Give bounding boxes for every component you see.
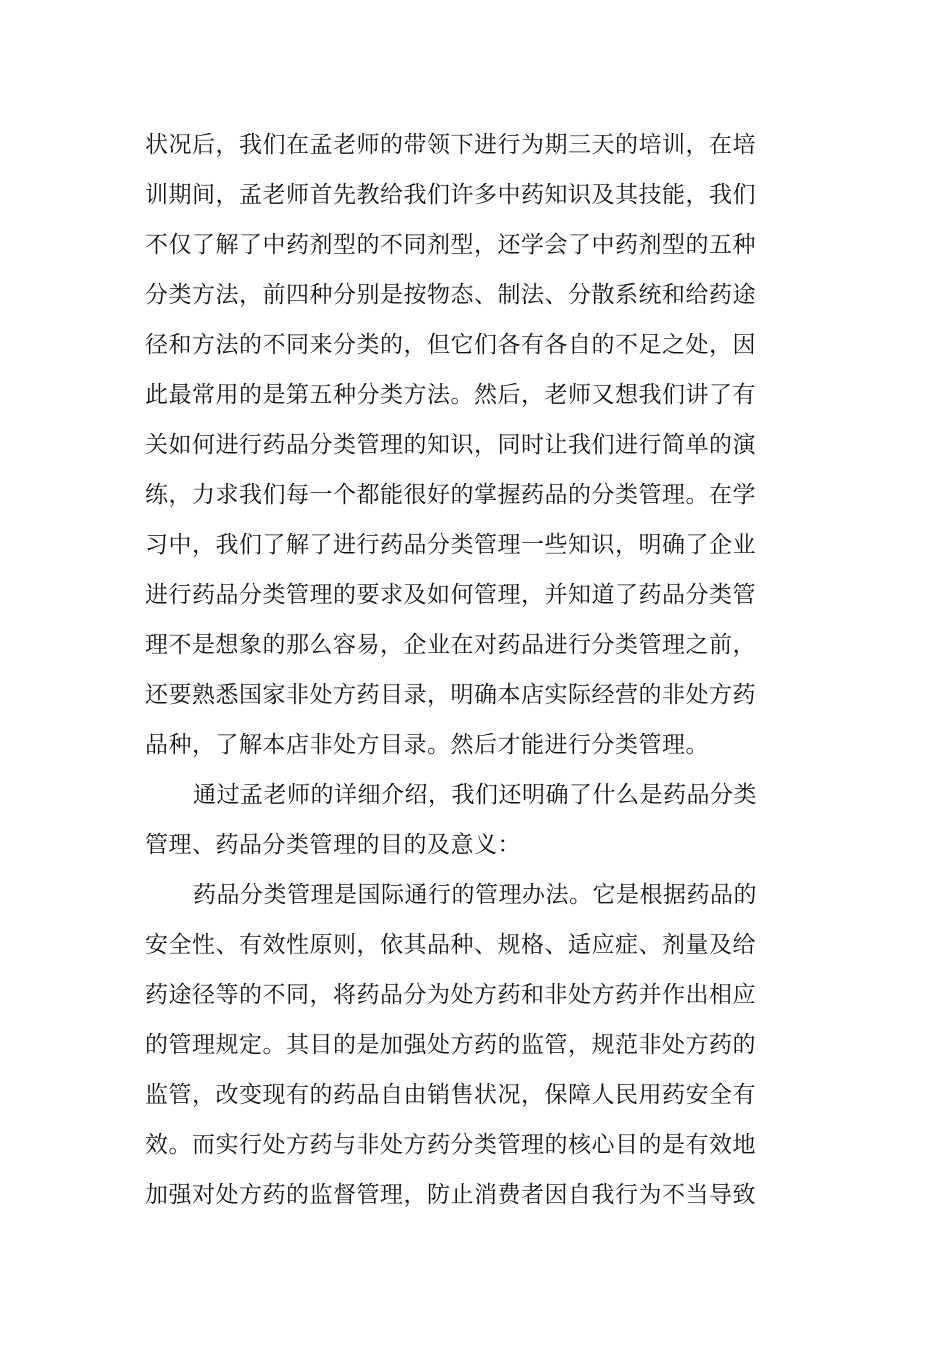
text-line: 训期间，孟老师首先教给我们许多中药知识及其技能，我们 (145, 182, 756, 208)
text-line: 练，力求我们每一个都能很好的掌握药品的分类管理。在学 (145, 482, 756, 508)
text-line: 此最常用的是第五种分类方法。然后，老师又想我们讲了有 (145, 382, 756, 408)
document-page (145, 120, 757, 1220)
text-line: 状况后，我们在孟老师的带领下进行为期三天的培训，在培 (145, 132, 756, 158)
text-line: 分类方法，前四种分别是按物态、制法、分散系统和给药途 (145, 282, 756, 308)
text-line: 还要熟悉国家非处方药目录，明确本店实际经营的非处方药 (145, 682, 756, 708)
text-line: 药途径等的不同，将药品分为处方药和非处方药并作出相应 (145, 982, 756, 1008)
paragraph-3 (145, 870, 757, 1220)
paragraph-1 (145, 120, 756, 770)
text-line: 加强对处方药的监督管理，防止消费者因自我行为不当导致 (145, 1182, 756, 1208)
text-line: 进行药品分类管理的要求及如何管理，并知道了药品分类管 (145, 582, 756, 608)
text-line: 通过孟老师的详细介绍，我们还明确了什么是药品分类 (193, 782, 757, 808)
text-line: 药品分类管理是国际通行的管理办法。它是根据药品的 (193, 882, 757, 908)
text-line: 安全性、有效性原则，依其品种、规格、适应症、剂量及给 (145, 932, 756, 958)
text-line: 关如何进行药品分类管理的知识，同时让我们进行简单的演 (145, 432, 756, 458)
text-line: 径和方法的不同来分类的，但它们各有各自的不足之处，因 (145, 332, 756, 358)
text-line: 理不是想象的那么容易，企业在对药品进行分类管理之前， (145, 632, 756, 658)
text-line: 的管理规定。其目的是加强处方药的监管，规范非处方药的 (145, 1032, 756, 1058)
text-line: 习中，我们了解了进行药品分类管理一些知识，明确了企业 (145, 532, 756, 558)
text-line: 监管，改变现有的药品自由销售状况，保障人民用药安全有 (145, 1082, 756, 1108)
text-line: 效。而实行处方药与非处方药分类管理的核心目的是有效地 (145, 1132, 756, 1158)
text-line: 品种，了解本店非处方目录。然后才能进行分类管理。 (145, 732, 709, 758)
text-line: 管理、药品分类管理的目的及意义： (145, 832, 521, 858)
text-line: 不仅了解了中药剂型的不同剂型，还学会了中药剂型的五种 (145, 232, 756, 258)
paragraph-2 (145, 770, 757, 870)
